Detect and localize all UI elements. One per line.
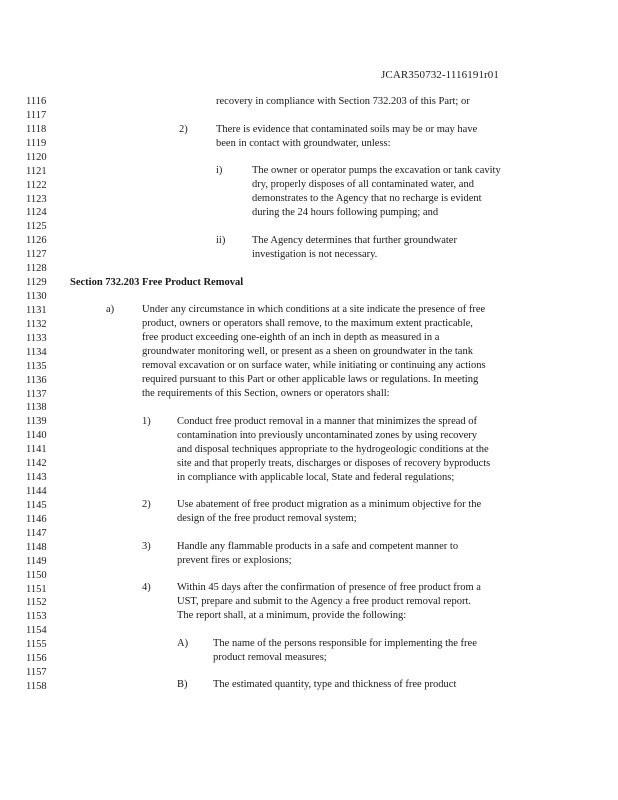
line-number: 1136 [26,375,47,386]
line-number: 1153 [26,611,47,622]
item-marker: i) [216,165,223,176]
document-id-header: JCAR350732-1116191r01 [381,69,500,81]
line-number: 1117 [26,110,47,121]
line-number: 1140 [26,430,47,441]
item-marker: 4) [142,582,151,593]
line-number: 1149 [26,556,47,567]
body-line: product removal measures; [213,652,327,663]
body-line: been in contact with groundwater, unless: [216,138,391,149]
body-line: demonstrates to the Agency that no recharge is evident [252,193,482,204]
line-number: 1144 [26,486,47,497]
item-marker: 1) [142,416,151,427]
line-number: 1129 [26,277,47,288]
line-number: 1155 [26,639,47,650]
line-number: 1152 [26,597,47,608]
item-marker: 2) [179,124,188,135]
line-number: 1120 [26,152,47,163]
body-line: The estimated quantity, type and thickness of free product [213,679,457,690]
body-line: prevent fires or explosions; [177,555,292,566]
line-number: 1134 [26,347,47,358]
item-marker: A) [177,638,189,649]
line-number: 1122 [26,180,47,191]
body-line: The report shall, at a minimum, provide the following: [177,610,407,621]
body-line: site and that properly treats, discharges or disposes of recovery byproducts [177,458,491,469]
line-number: 1146 [26,514,47,525]
body-line: Conduct free product removal in a manner that minimizes the spread of [177,416,478,427]
line-number: 1139 [26,416,47,427]
line-number: 1148 [26,542,47,553]
body-line: There is evidence that contaminated soils may be or may have [216,124,478,135]
body-line: Handle any flammable products in a safe and competent manner to [177,541,459,552]
item-marker: 2) [142,499,151,510]
line-number: 1145 [26,500,47,511]
line-number: 1157 [26,667,47,678]
body-line: The owner or operator pumps the excavation or tank cavity [252,165,501,176]
item-marker: B) [177,679,188,690]
line-number: 1154 [26,625,47,636]
line-number: 1151 [26,584,47,595]
line-number: 1142 [26,458,47,469]
body-line: design of the free product removal system; [177,513,357,524]
line-number: 1125 [26,221,47,232]
item-marker: a) [106,304,115,315]
line-number: 1130 [26,291,47,302]
line-number: 1116 [26,96,47,107]
body-line: investigation is not necessary. [252,249,378,260]
body-line: removal excavation or on surface water, while initiating or continuing any actions [142,360,486,371]
body-line: The name of the persons responsible for implementing the free [213,638,477,649]
body-line: free product exceeding one-eighth of an inch in depth as measured in a [142,332,440,343]
body-line: Use abatement of free product migration as a minimum objective for the [177,499,482,510]
line-number: 1127 [26,249,47,260]
line-number: 1156 [26,653,47,664]
body-line: product, owners or operators shall remove, to the maximum extent practicable, [142,318,473,329]
line-number: 1131 [26,305,47,316]
body-line: required pursuant to this Part or other applicable laws or regulations. In meeting [142,374,479,385]
line-number: 1124 [26,207,47,218]
body-line: The Agency determines that further groundwater [252,235,457,246]
body-line: in compliance with applicable local, State and federal regulations; [177,472,455,483]
item-marker: ii) [216,235,226,246]
section-heading: Section 732.203 Free Product Removal [70,277,244,288]
line-number: 1137 [26,389,47,400]
line-number: 1118 [26,124,47,135]
body-line: during the 24 hours following pumping; and [252,207,439,218]
body-line: the requirements of this Section, owners or operators shall: [142,388,390,399]
line-number: 1147 [26,528,47,539]
body-line: contamination into previously uncontaminated zones by using recovery [177,430,478,441]
line-number: 1150 [26,570,47,581]
line-number: 1135 [26,361,47,372]
line-number: 1121 [26,166,47,177]
body-line: recovery in compliance with Section 732.203 of this Part; or [216,96,470,107]
line-number: 1158 [26,681,47,692]
line-number: 1123 [26,194,47,205]
line-number: 1119 [26,138,47,149]
body-line: dry, properly disposes of all contaminated water, and [252,179,474,190]
line-number: 1138 [26,402,47,413]
body-line: UST, prepare and submit to the Agency a free product removal report. [177,596,471,607]
line-number: 1143 [26,472,47,483]
line-number: 1132 [26,319,47,330]
line-number: 1128 [26,263,47,274]
body-line: Under any circumstance in which conditions at a site indicate the presence of free [142,304,486,315]
line-number: 1133 [26,333,47,344]
line-number: 1141 [26,444,47,455]
body-line: Within 45 days after the confirmation of presence of free product from a [177,582,481,593]
body-line: groundwater monitoring well, or present as a sheen on groundwater in the tank [142,346,473,357]
item-marker: 3) [142,541,151,552]
body-line: and disposal techniques appropriate to the hydrogeologic conditions at the [177,444,489,455]
line-number: 1126 [26,235,47,246]
